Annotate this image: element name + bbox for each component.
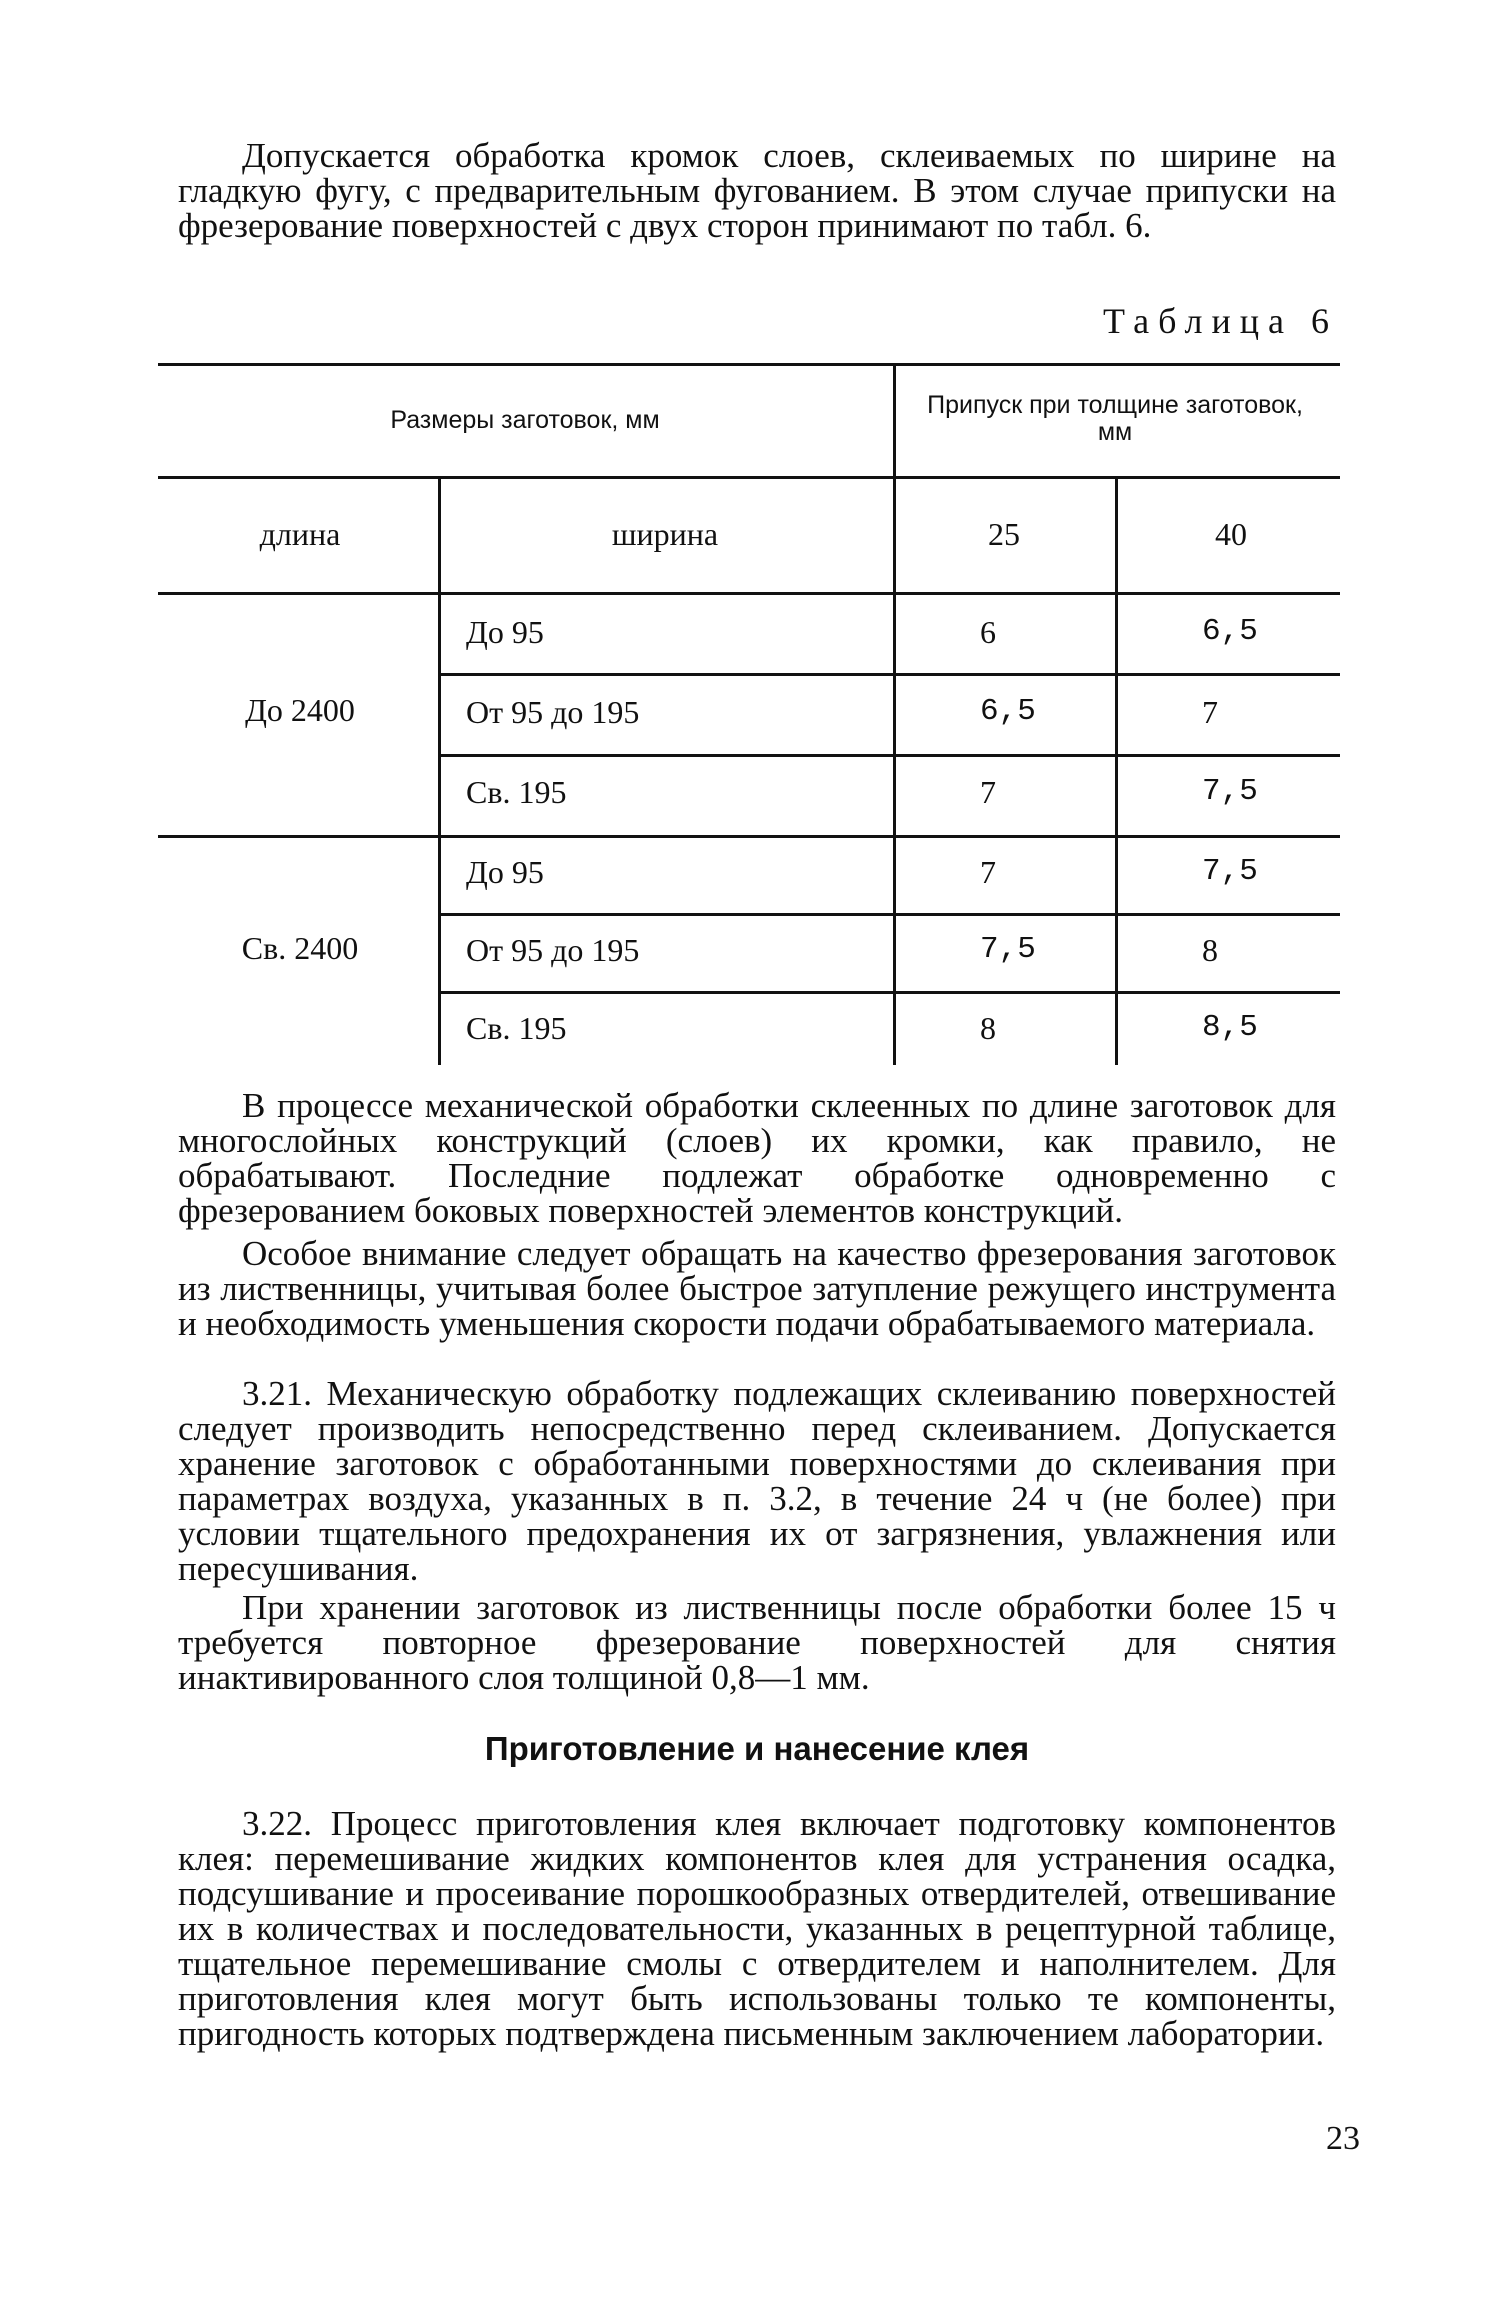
row-value-25: 6,5 bbox=[980, 694, 1036, 729]
row-value-25: 7 bbox=[980, 854, 996, 890]
row-width: Св. 195 bbox=[466, 774, 567, 810]
group-separator bbox=[158, 835, 1340, 838]
table-caption: Таблица 6 bbox=[1103, 301, 1338, 341]
row-separator bbox=[438, 673, 1340, 676]
row-value-40: 6,5 bbox=[1202, 614, 1258, 649]
row-separator bbox=[438, 913, 1340, 916]
row-value-40: 8 bbox=[1202, 932, 1218, 968]
row-separator bbox=[438, 991, 1340, 994]
col-header-width: ширина bbox=[611, 516, 719, 552]
section-heading: Приготовление и нанесение клея bbox=[484, 1730, 1030, 1767]
header-allowance: Припуск при толщине заготовок, мм bbox=[927, 391, 1303, 446]
row-value-40: 8,5 bbox=[1202, 1010, 1258, 1045]
col-header-40: 40 bbox=[1215, 516, 1247, 552]
row-width: До 95 bbox=[466, 614, 544, 650]
row-width: От 95 до 195 bbox=[466, 694, 640, 730]
col-header-25: 25 bbox=[988, 516, 1020, 552]
paragraph-edge-processing: Допускается обработка кромок слоев, склеиваемых по ширине на гладкую фугу, с предварительным фугованием. В этом случае припуски на фрезерование поверхностей с двух сторон принимают по табл. 6. bbox=[178, 136, 1336, 245]
paragraph-glued-blanks: В процессе механической обработки склеенных по длине заготовок для многослойных конструкций (слоев) их кромки, как правило, не обрабатывают. Последние подлежат обработке одновременно с фрезерованием боковых поверхностей элементов конструкций. bbox=[178, 1086, 1336, 1230]
col-header-length: длина bbox=[259, 516, 341, 552]
column-divider bbox=[438, 478, 441, 1065]
row-value-25: 6 bbox=[980, 614, 996, 650]
row-value-40: 7,5 bbox=[1202, 774, 1258, 809]
group-length: Св. 2400 bbox=[241, 930, 359, 966]
table-subheader-separator bbox=[158, 592, 1340, 595]
row-width: От 95 до 195 bbox=[466, 932, 640, 968]
row-width: Св. 195 bbox=[466, 1010, 567, 1046]
row-value-25: 7 bbox=[980, 774, 996, 810]
row-width: До 95 bbox=[466, 854, 544, 890]
row-value-40: 7 bbox=[1202, 694, 1218, 730]
paragraph-larch-milling: Особое внимание следует обращать на качество фрезерования заготовок из лиственницы, учитывая более быстрое затупление режущего инструмента и необходимость уменьшения скорости подачи обрабатываемого материала. bbox=[178, 1234, 1336, 1343]
table-top-border bbox=[158, 363, 1340, 366]
row-value-25: 7,5 bbox=[980, 932, 1036, 967]
group-length: До 2400 bbox=[245, 692, 355, 728]
column-divider bbox=[1115, 478, 1118, 1065]
column-divider bbox=[893, 365, 896, 1065]
row-value-40: 7,5 bbox=[1202, 854, 1258, 889]
page-number: 23 bbox=[1326, 2120, 1360, 2157]
row-value-25: 8 bbox=[980, 1010, 996, 1046]
paragraph-larch-storage: При хранении заготовок из лиственницы после обработки более 15 ч требуется повторное фрезерование поверхностей для снятия инактивированного слоя толщиной 0,8—1 мм. bbox=[178, 1588, 1336, 1697]
table-header-separator bbox=[158, 476, 1340, 479]
row-separator bbox=[438, 754, 1340, 757]
paragraph-3-22: 3.22. Процесс приготовления клея включает подготовку компонентов клея: перемешивание жидких компонентов клея для устранения осадка, подсушивание и просеивание порошкообразных отвердителей, отвешивание их в количествах и последовательности, указанных в рецептурной таблице, тщательное перемешивание смолы с отвердителем и наполнителем. Для приготовления клея могут быть использованы только те компоненты, пригодность которых подтверждена письменным заключением лаборатории. bbox=[178, 1804, 1336, 2053]
paragraph-3-21: 3.21. Механическую обработку подлежащих склеиванию поверхностей следует производить непосредственно перед склеиванием. Допускается хранение заготовок с обработанными поверхностями до склеивания при параметрах воздуха, указанных в п. 3.2, в течение 24 ч (не более) при условии тщательного предохранения их от загрязнения, увлажнения или пересушивания. bbox=[178, 1374, 1336, 1588]
header-sizes: Размеры заготовок, мм bbox=[390, 406, 660, 434]
